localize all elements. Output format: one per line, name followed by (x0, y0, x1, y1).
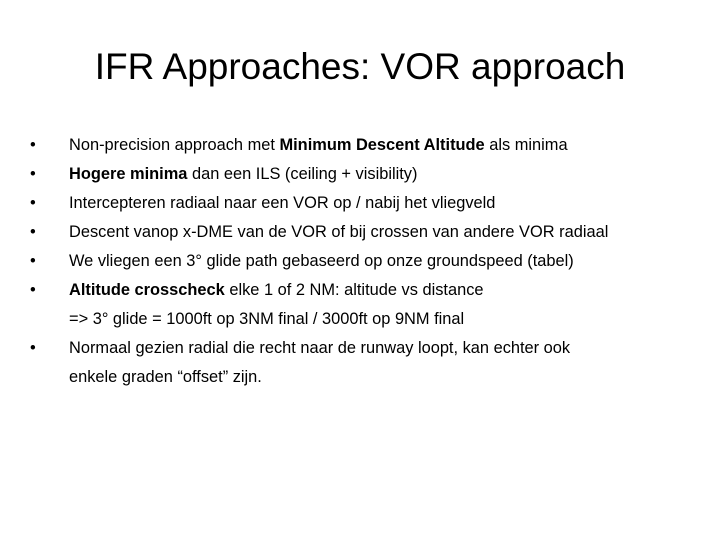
slide-title: IFR Approaches: VOR approach (94, 46, 626, 87)
bullet-text-before: Normaal gezien radial die recht naar de runway loopt, kan echter ook (69, 339, 571, 357)
bullet-text-before: Non-precision approach met (69, 136, 280, 154)
bullet-item-minimum-descent-altitude (30, 131, 690, 160)
bullet-text-before: We vliegen een 3° glide path gebaseerd op onze groundspeed (tabel) (69, 252, 574, 270)
bullet-text-bold: Minimum Descent Altitude (279, 136, 485, 154)
bullet-continuation-line: => 3° glide = 1000ft op 3NM final / 3000ft op 9NM final (69, 310, 465, 328)
bullet-list (30, 131, 690, 392)
bullet-dot: • (30, 194, 36, 212)
bullet-dot: • (30, 281, 36, 299)
bullet-item-altitude-crosscheck (30, 276, 690, 334)
bullet-item-glide-path (30, 247, 690, 276)
bullet-dot: • (30, 252, 36, 270)
bullet-dot: • (30, 223, 36, 241)
bullet-text (69, 252, 574, 270)
bullet-dot: • (30, 165, 36, 183)
bullet-text (69, 136, 568, 154)
bullet-continuation-line: enkele graden “offset” zijn. (69, 368, 262, 386)
bullet-text (69, 194, 495, 212)
bullet-text-before: Descent vanop x-DME van de VOR of bij crossen van andere VOR radiaal (69, 223, 609, 241)
bullet-item-intercepteren-radiaal (30, 189, 690, 218)
bullet-dot: • (30, 339, 36, 357)
bullet-text (69, 281, 690, 334)
bullet-item-runway-radial (30, 334, 690, 392)
bullet-text-before: Intercepteren radiaal naar een VOR op / nabij het vliegveld (69, 194, 496, 212)
bullet-text-after: dan een ILS (ceiling + visibility) (187, 165, 418, 183)
bullet-item-hogere-minima (30, 160, 690, 189)
bullet-item-descent-vanop-dme (30, 218, 690, 247)
bullet-text-bold: Altitude crosscheck (69, 281, 225, 299)
bullet-text-after: elke 1 of 2 NM: altitude vs distance (224, 281, 484, 299)
bullet-dot: • (30, 136, 36, 154)
bullet-text (69, 339, 690, 392)
bullet-text-after: als minima (484, 136, 568, 154)
bullet-text (69, 223, 608, 241)
bullet-text-bold: Hogere minima (69, 165, 188, 183)
bullet-text (69, 165, 417, 183)
